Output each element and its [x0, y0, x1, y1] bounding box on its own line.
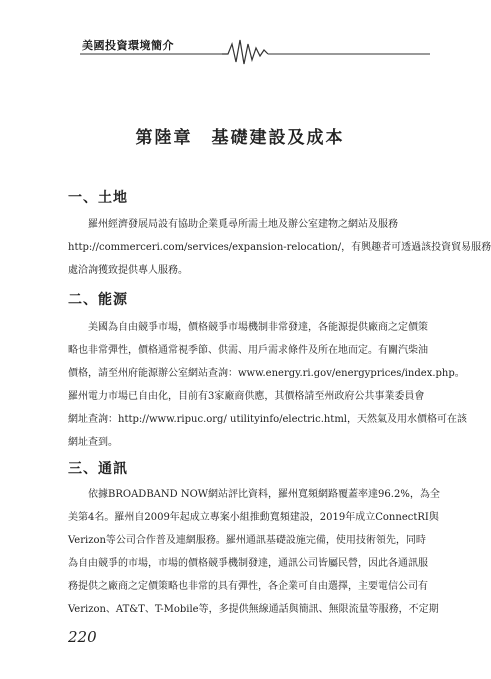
- section-heading-telecom: 三、通訊: [68, 461, 128, 477]
- body-line: http://commerceri.com/services/expansion-relocation/，有興趣者可透過該投資貿易服務: [68, 242, 491, 253]
- body-line: 羅州電力市場已自由化，目前有3家廠商供應，其價格請至州政府公共事業委員會: [68, 391, 425, 402]
- body-line: 為自由競爭的市場，市場的價格競爭機制發達，通訊公司皆屬民營，因此各通訊服: [68, 558, 428, 569]
- body-line: 價格，請至州府能源辦公室網站查詢：www.energy.ri.gov/energyprices/index.php。: [68, 368, 465, 379]
- running-header: [50, 30, 430, 70]
- body-line: 務提供之廠商之定價策略也非常的具有彈性，各企業可自由選擇，主要電信公司有: [68, 581, 428, 592]
- section-body-telecom: [68, 483, 440, 621]
- body-line: 美第4名。羅州自2009年起成立專案小組推動寬頻建設，2019年成立ConnectRI與: [68, 512, 439, 523]
- body-line: 網址查到。: [68, 437, 118, 448]
- section-heading-energy: 二、能源: [68, 292, 128, 308]
- body-line: Verizon、AT&T、T-Mobile等，多提供無線通話與簡訊、無限流量等服務，不定期: [68, 604, 439, 615]
- chapter-title: 第陸章 基礎建設及成本: [135, 128, 345, 148]
- page-number: 220: [68, 628, 97, 646]
- body-line: 網址查詢：http://www.ripuc.org/ utilityinfo/electric.html，天然氣及用水價格可在該: [68, 414, 468, 425]
- body-line: 羅州經濟發展局設有協助企業覓尋所需土地及辦公室建物之網站及服務: [68, 219, 398, 230]
- body-line: Verizon等公司合作普及連網服務。羅州通訊基礎設施完備，使用技術領先，同時: [68, 535, 426, 546]
- section-heading-land: 一、土地: [68, 190, 128, 206]
- body-line: 略也非常彈性，價格通常視季節、供需、用戶需求條件及所在地而定。有關汽柴油: [68, 345, 428, 356]
- body-line: 依據BROADBAND NOW網站評比資料，羅州寬頻網路覆蓋率達96.2%，為全: [68, 489, 440, 500]
- section-body-land: [68, 213, 491, 282]
- section-body-energy: [68, 316, 468, 454]
- header-title: 美國投資環境簡介: [82, 39, 174, 52]
- body-line: 處洽詢獲致提供專人服務。: [68, 265, 188, 276]
- body-line: 美國為自由競爭市場，價格競爭市場機制非常發達，各能源提供廠商之定價策: [68, 322, 428, 333]
